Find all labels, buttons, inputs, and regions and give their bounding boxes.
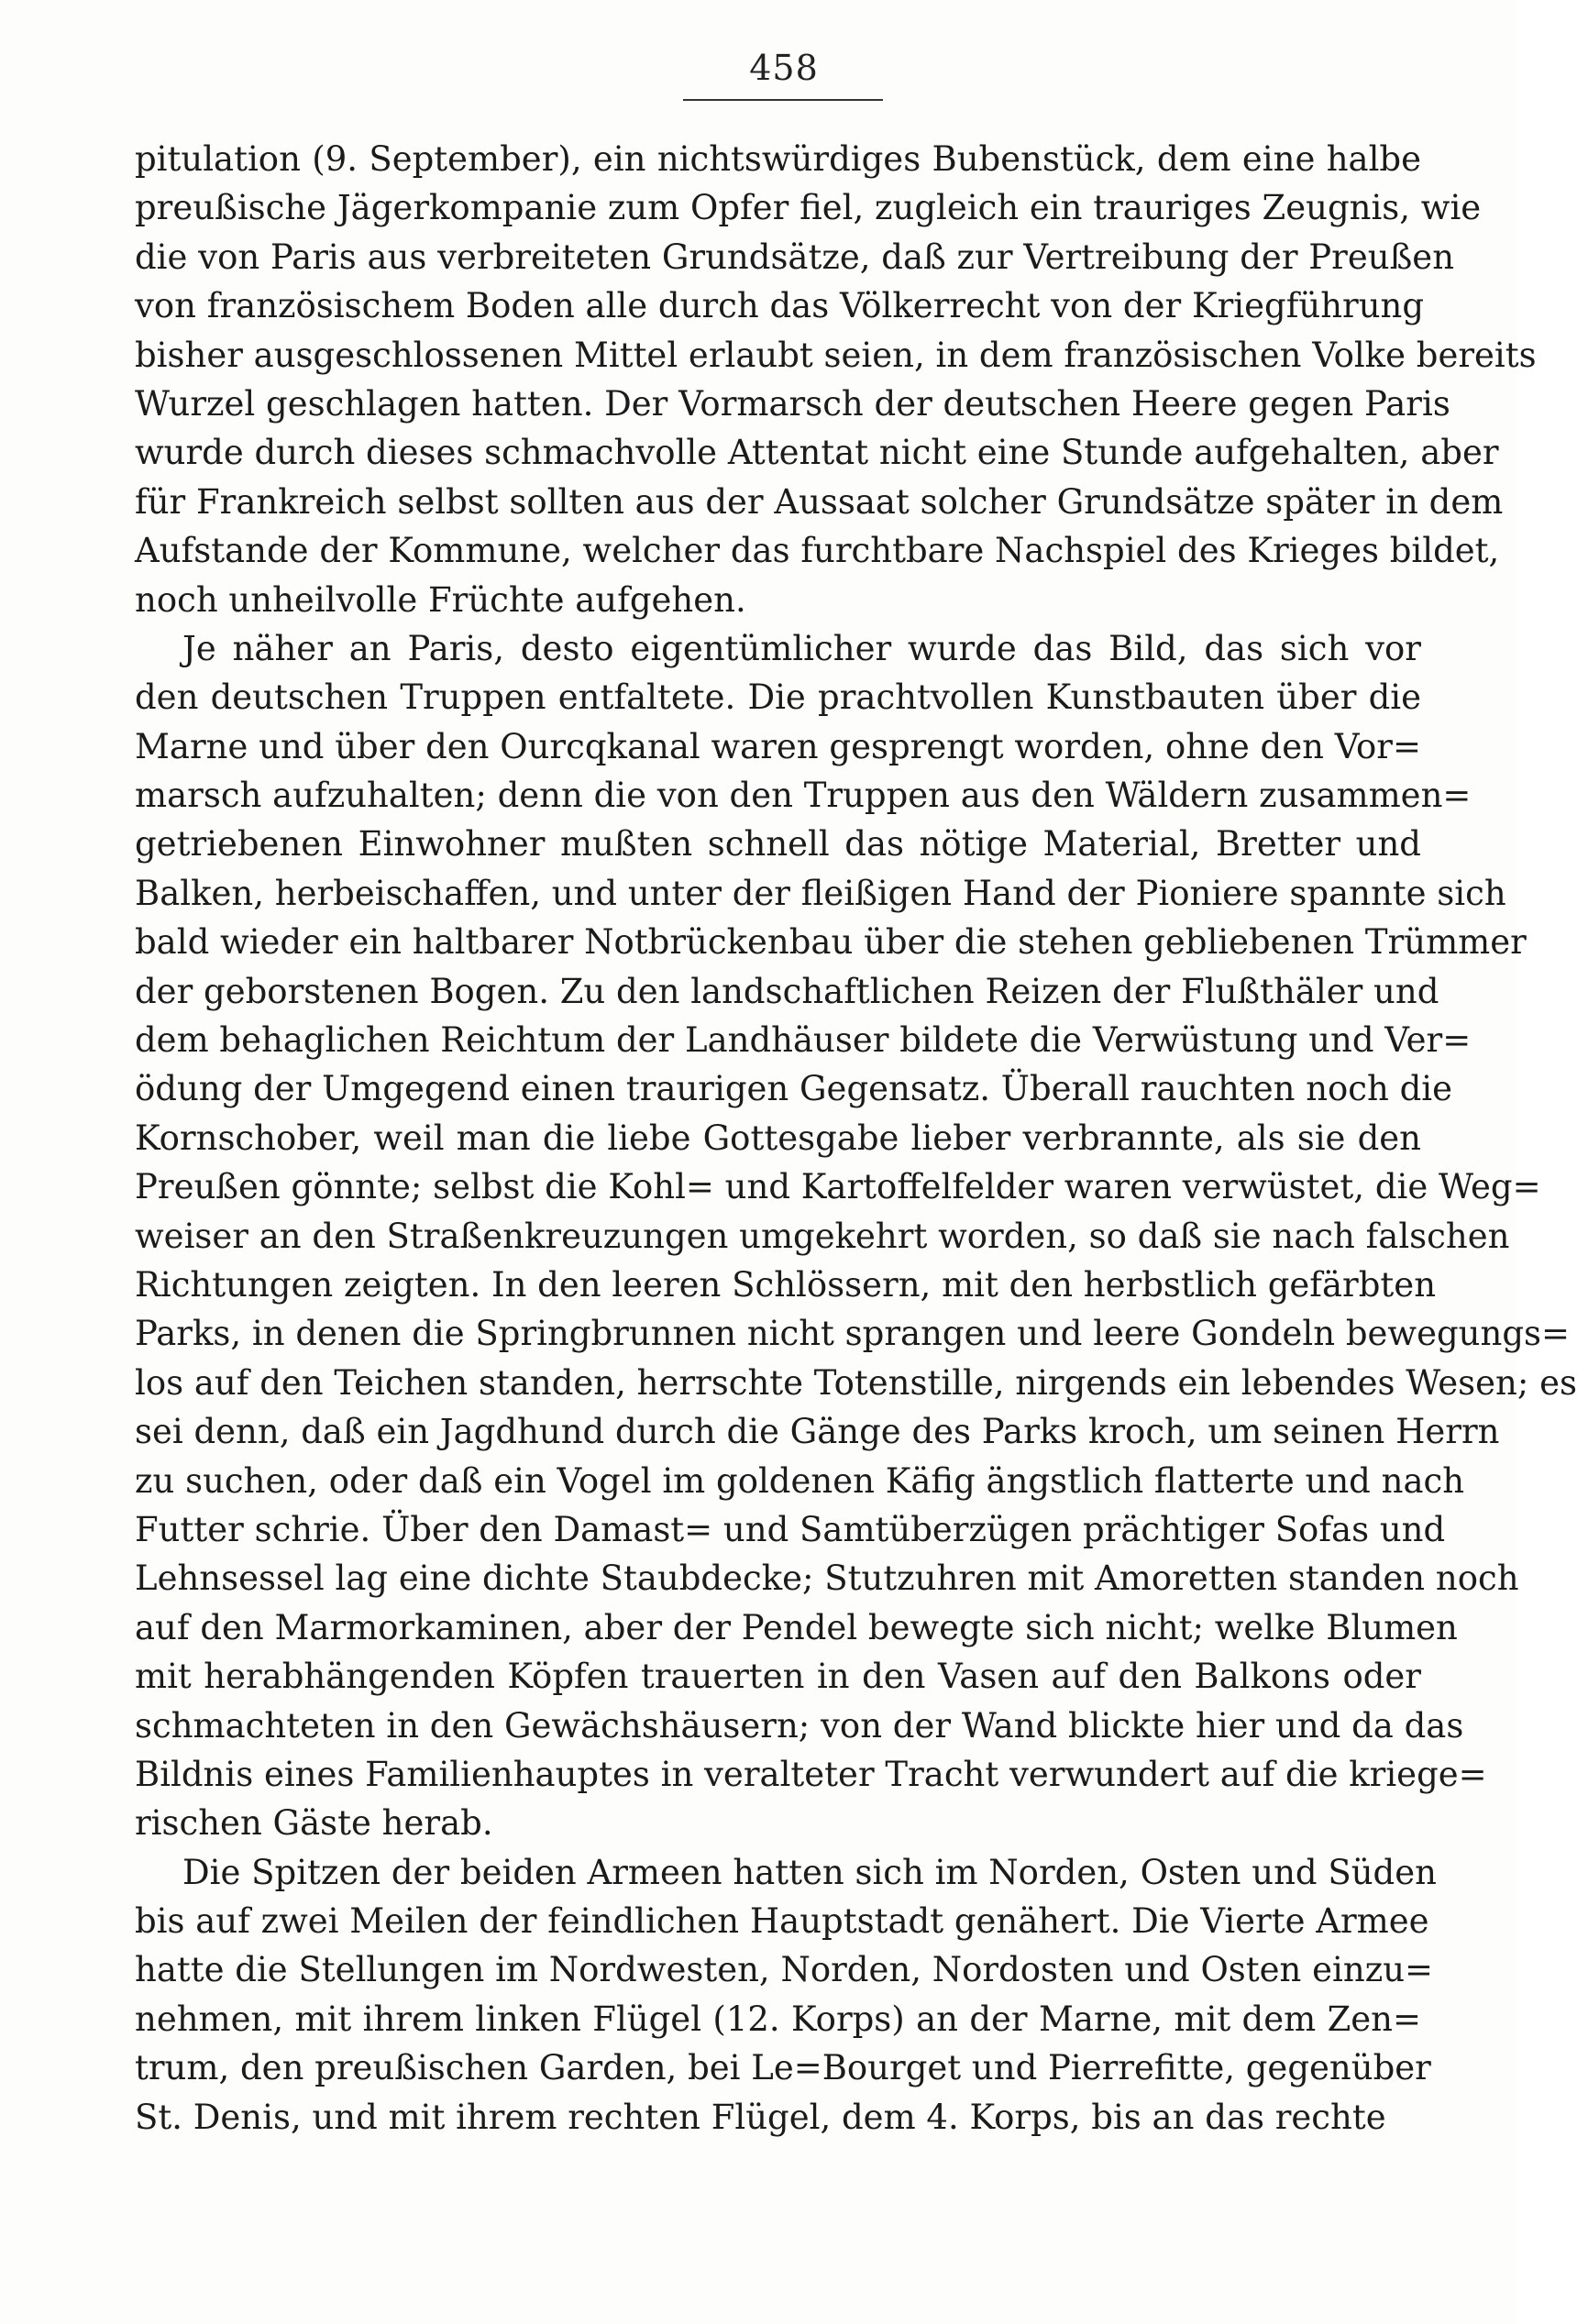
text-line: Je näher an Paris, desto eigentümlicher wurde das Bild, das sich vor [182,628,1421,668]
text-line: getriebenen Einwohner mußten schnell das nötige Material, Bretter und [135,824,1421,865]
text-line: Richtungen zeigten. In den leeren Schlössern, mit den herbstlich gefärbten [135,1264,1437,1305]
text-line: weiser an den Straßenkreuzungen umgekehrt worden, so daß sie nach falschen [135,1216,1510,1256]
body-text [135,135,1577,2142]
text-line: mit herabhängenden Köpfen trauerten in den Vasen auf den Balkons oder [135,1657,1421,1697]
text-line: Balken, herbeischaffen, und unter der fleißigen Hand der Pioniere spannte sich [135,873,1506,913]
text-line: Aufstande der Kommune, welcher das furchtbare Nachspiel des Krieges bildet, [135,531,1500,571]
text-line: nehmen, mit ihrem linken Flügel (12. Korps) an der Marne, mit dem Zen= [135,1999,1421,2039]
text-line: los auf den Teichen standen, herrschte Totenstille, nirgends ein lebendes Wesen; es [135,1362,1577,1403]
text-line: Marne und über den Ourcqkanal waren gesprengt worden, ohne den Vor= [135,726,1421,766]
text-line: hatte die Stellungen im Nordwesten, Norden, Nordosten und Osten einzu= [135,1950,1434,1990]
text-line: wurde durch dieses schmachvolle Attentat nicht eine Stunde aufgehalten, aber [135,433,1499,473]
text-line: der geborstenen Bogen. Zu den landschaftlichen Reizen der Flußthäler und [135,971,1439,1011]
text-line: rischen Gäste herab. [135,1803,493,1844]
text-line: zu suchen, oder daß ein Vogel im goldenen Käfig ängstlich flatterte und nach [135,1460,1465,1501]
text-line: den deutschen Truppen entfaltete. Die prachtvollen Kunstbauten über die [135,677,1421,718]
text-line: Futter schrie. Über den Damast= und Samtüberzügen prächtiger Sofas und [135,1509,1446,1549]
text-line: ödung der Umgegend einen traurigen Gegensatz. Überall rauchten noch die [135,1069,1453,1109]
text-line: Bildnis eines Familienhauptes in veralteter Tracht verwundert auf die kriege= [135,1754,1487,1794]
text-line: trum, den preußischen Garden, bei Le=Bourget und Pierrefitte, gegenüber [135,2048,1431,2088]
text-line: Die Spitzen der beiden Armeen hatten sich im Norden, Osten und Süden [182,1852,1437,1892]
text-line: noch unheilvolle Früchte aufgehen. [135,579,746,620]
text-line: schmachteten in den Gewächshäusern; von der Wand blickte hier und da das [135,1705,1464,1746]
text-line: Kornschober, weil man die liebe Gottesgabe lieber verbrannte, als sie den [135,1118,1421,1158]
text-line: bis auf zwei Meilen der feindlichen Hauptstadt genähert. Die Vierte Armee [135,1901,1429,1942]
text-line: preußische Jägerkompanie zum Opfer fiel, zugleich ein trauriges Zeugnis, wie [135,188,1482,228]
text-line: sei denn, daß ein Jagdhund durch die Gänge des Parks kroch, um seinen Herrn [135,1412,1500,1452]
text-line: von französischem Boden alle durch das Völkerrecht von der Kriegführung [135,286,1425,326]
text-line: bisher ausgeschlossenen Mittel erlaubt seien, in dem französischen Volke bereits [135,335,1537,375]
text-line: marsch aufzuhalten; denn die von den Truppen aus den Wäldern zusammen= [135,776,1472,816]
text-line: bald wieder ein haltbarer Notbrückenbau über die stehen gebliebenen Trümmer [135,922,1527,963]
text-line: auf den Marmorkaminen, aber der Pendel bewegte sich nicht; welke Blumen [135,1607,1458,1647]
header-rule [683,99,883,101]
text-line: für Frankreich selbst sollten aus der Aussaat solcher Grundsätze später in dem [135,481,1504,522]
page-number: 458 [749,48,819,88]
text-line: die von Paris aus verbreiteten Grundsätze, daß zur Vertreibung der Preußen [135,237,1455,277]
text-line: Wurzel geschlagen hatten. Der Vormarsch der deutschen Heere gegen Paris [135,383,1450,424]
text-line: Parks, in denen die Springbrunnen nicht sprangen und leere Gondeln bewegungs= [135,1314,1571,1354]
text-line: Preußen gönnte; selbst die Kohl= und Kartoffelfelder waren verwüstet, die Weg= [135,1167,1541,1207]
text-line: St. Denis, und mit ihrem rechten Flügel, dem 4. Korps, bis an das rechte [135,2097,1386,2137]
text-line: pitulation (9. September), ein nichtswürdiges Bubenstück, dem eine halbe [135,139,1421,179]
text-line: Lehnsessel lag eine dichte Staubdecke; Stutzuhren mit Amoretten standen noch [135,1559,1519,1599]
text-line: dem behaglichen Reichtum der Landhäuser bildete die Verwüstung und Ver= [135,1020,1472,1061]
